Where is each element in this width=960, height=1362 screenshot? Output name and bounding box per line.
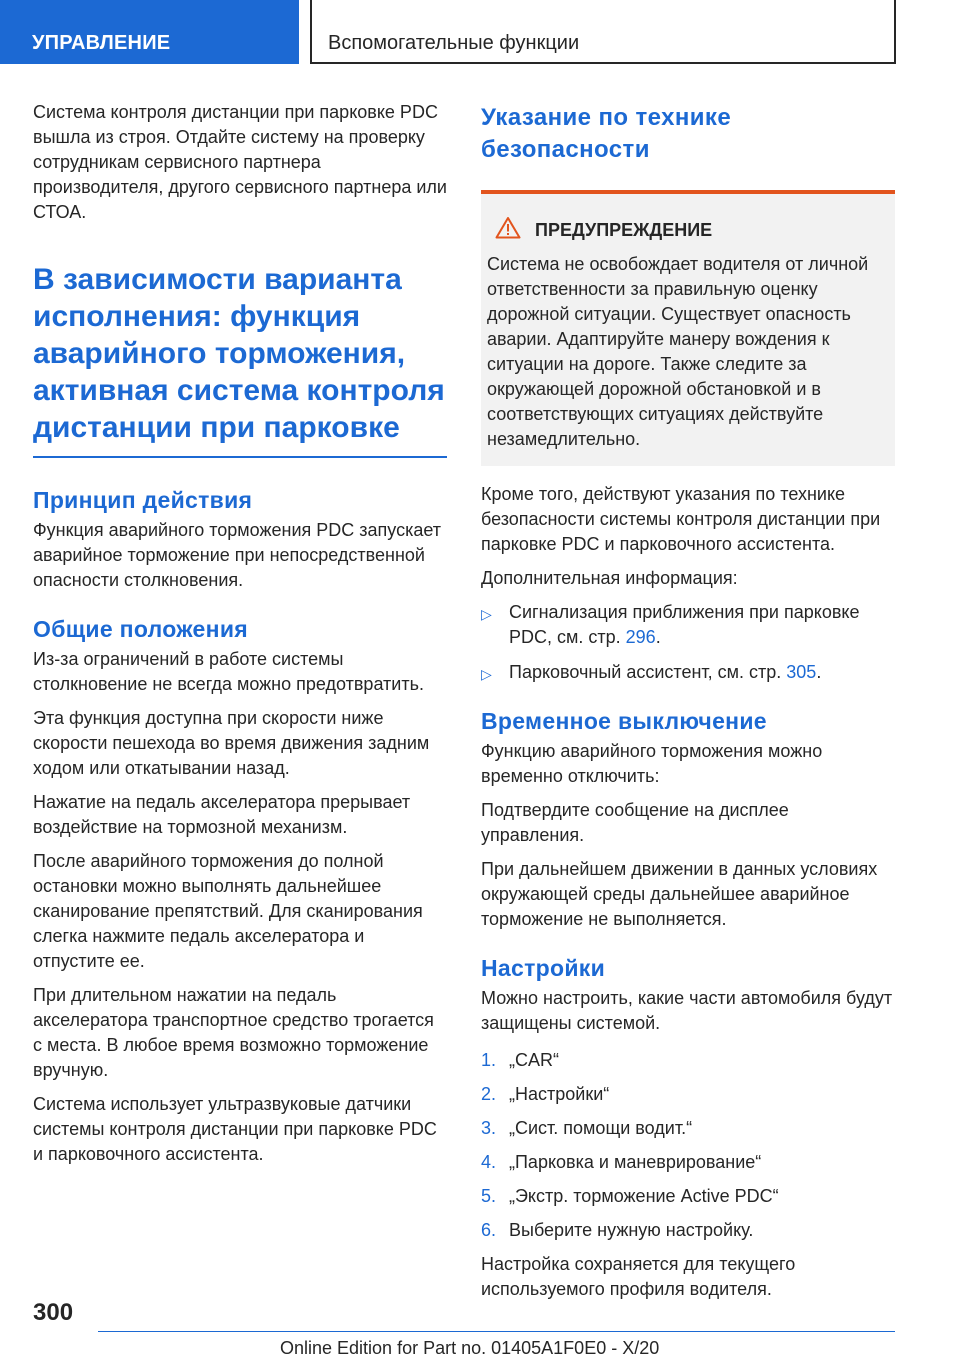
reference-text: Парковочный ассистент, см. стр. [509,662,787,682]
settings-outro: Настройка сохраняется для текущего используемого профиля водителя. [481,1254,796,1299]
step-item [481,1116,895,1141]
left-column [33,100,447,1176]
step-text: Выберите нужную настройку. [509,1220,754,1240]
settings-intro: Можно настроить, какие части автомобиля будут защищены системой. [481,988,893,1033]
page-number: 300 [33,1299,74,1326]
settings-steps [481,1048,895,1243]
general-paragraph: Эта функция доступна при скорости ниже скорости пешехода во время движения задним ходом или откатывании назад. [33,708,430,778]
warning-text: Система не освобождает водителя от личной ответственности за правильную оценку дорожной ситуации. Существует опасность аварии. Адаптируйте манеру вождения к ситуации на дороге. Также следите за окружающей дорожной обстановкой и в соответствующих ситуациях действуйте незамедлительно. [487,254,869,449]
step-text: „CAR“ [509,1050,559,1070]
step-number: 1. [481,1050,497,1070]
step-number: 5. [481,1186,497,1206]
temp-off-paragraph: При дальнейшем движении в данных условиях окружающей среды дальнейшее аварийное торможение не выполняется. [481,859,878,929]
reference-list [481,600,895,685]
subsection-title: Вспомогательные функции [310,0,896,64]
temp-off-paragraph: Подтвердите сообщение на дисплее управления. [481,800,789,845]
chapter-title: В зависимости варианта исполнения: функция аварийного торможения, активная система контроля дистанции при парковке [33,261,447,458]
edition-note: Online Edition for Part no. 01405A1F0E0 - X/20 [280,1338,660,1358]
general-paragraph: Из-за ограничений в работе системы столкновение не всегда можно предотвратить. [33,649,424,694]
principle-heading: Принцип действия [33,487,253,513]
step-item [481,1184,895,1209]
step-text: „Сист. помощи водит.“ [509,1118,693,1138]
step-text: „Настройки“ [509,1084,610,1104]
section-tab: УПРАВЛЕНИЕ [0,0,299,64]
principle-text: Функция аварийного торможения PDC запускает аварийное торможение при непосредственной опасности столкновения. [33,520,442,590]
temp-off-heading: Временное выключение [481,708,767,734]
step-number: 2. [481,1084,497,1104]
warning-header [487,216,887,244]
warning-label: ПРЕДУПРЕЖДЕНИЕ [535,219,713,240]
page-link[interactable]: 305 [786,662,817,682]
more-info-label: Дополнительная информация: [481,568,738,588]
general-paragraph: Система использует ультразвуковые датчики системы контроля дистанции при парковке PDC и парковочного ассистента. [33,1094,437,1164]
intro-paragraph: Система контроля дистанции при парковке PDC вышла из строя. Отдайте систему на проверку сотрудникам сервисного партнера производителя, другого сервисного партнера или СТОА. [33,102,447,222]
step-item [481,1150,895,1175]
step-text: „Парковка и маневрирование“ [509,1152,762,1172]
general-paragraph: Нажатие на педаль акселератора прерывает воздействие на тормозной механизм. [33,792,411,837]
general-paragraph: После аварийного торможения до полной остановки можно выполнять дальнейшее сканирование препятствий. Для сканирования слегка нажмите педаль акселератора и отпустите ее. [33,851,423,971]
triangle-bullet-icon: ▷ [481,606,492,622]
reference-text: Сигнализация приближения при парковке PDC, см. стр. [509,602,860,647]
general-paragraph: При длительном нажатии на педаль акселератора транспортное средство трогается с места. В любое время возможно торможение вручную. [33,985,434,1080]
safety-title: Указание по технике безопасности [481,104,732,163]
warning-triangle-icon [495,216,535,244]
reference-suffix: . [816,662,822,682]
step-number: 3. [481,1118,497,1138]
step-number: 6. [481,1220,497,1240]
page-link[interactable]: 296 [625,627,656,647]
settings-heading: Настройки [481,955,606,981]
step-text: „Экстр. торможение Active PDC“ [509,1186,779,1206]
temp-off-paragraph: Функцию аварийного торможения можно временно отключить: [481,741,823,786]
right-column [481,100,895,1311]
step-item [481,1048,895,1073]
safety-note: Кроме того, действуют указания по технике безопасности системы контроля дистанции при парковке PDC и парковочного ассистента. [481,484,881,554]
general-heading: Общие положения [33,616,248,642]
step-item [481,1218,895,1243]
reference-suffix: . [655,627,661,647]
list-item [481,660,895,685]
triangle-bullet-icon: ▷ [481,666,492,682]
step-item [481,1082,895,1107]
step-number: 4. [481,1152,497,1172]
list-item [481,600,895,650]
footer-divider [98,1331,895,1332]
warning-box [481,190,895,466]
